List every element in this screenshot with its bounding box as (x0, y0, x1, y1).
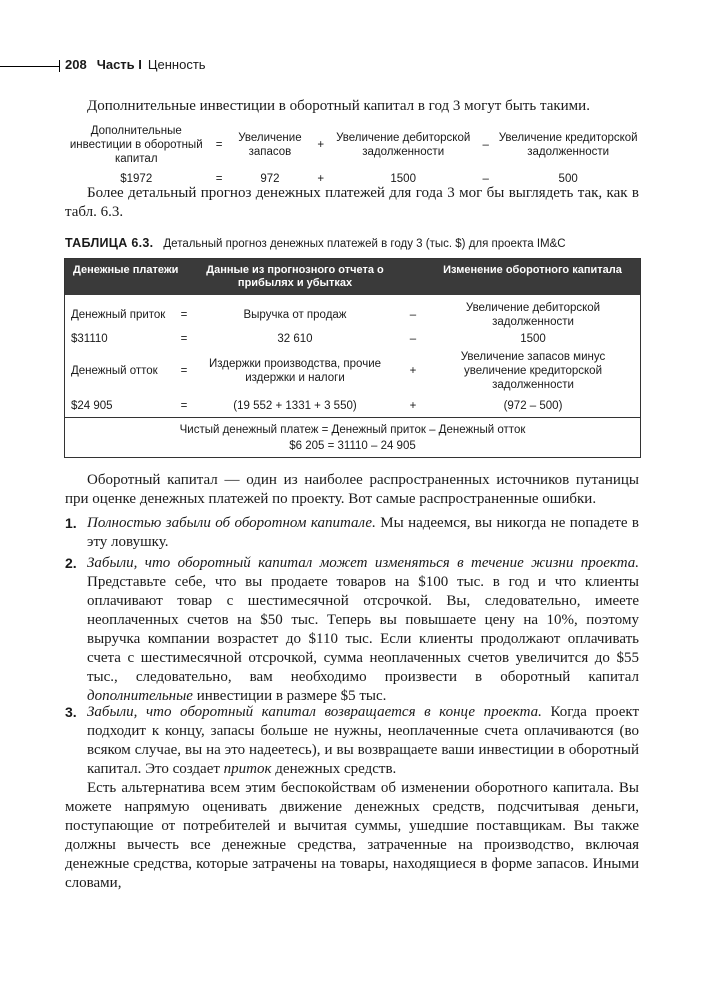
list-item (65, 703, 639, 779)
cell-working-capital: Увеличение запасов минус увеличение кредиторской задолженности (460, 351, 606, 391)
formula-term: Увеличение запасов (238, 132, 302, 158)
cell-operator: = (180, 333, 188, 345)
formula-table (62, 124, 642, 186)
formula-block (62, 124, 642, 186)
list-emphasis: Забыли, что оборотный капитал может изменяться в течение жизни проекта. (87, 555, 639, 571)
formula-operator: – (482, 173, 489, 185)
list-body: Когда проект подходит к концу, запасы больше не нужны, неоплаченные счета оплачиваются (во всяком случае, вы на это надеетесь), и вы возвращаете ваши инвестиции в оборотный капитал. Это создает (87, 704, 639, 777)
list-emphasis: Полностью забыли об оборотном капитале. (87, 515, 376, 531)
list-emphasis: приток (223, 761, 272, 777)
table-header (65, 259, 640, 295)
header-cash-flows: Денежные платежи (73, 264, 179, 276)
cell-working-capital: 1500 (520, 333, 546, 345)
paragraph-alternative: Есть альтернатива всем этим беспокойствам об изменении оборотного капитала. Вы можете напрямую оценивать движение денежных средств, подсчитывая деньги, поступающие от потребителей и вычитая суммы, ушедшие поставщикам. Вы также должны вычесть все денежные средства, затраченные на производство, включая денежные средства, которые затрачены на товары, находящиеся в форме запасов. Иными словами, (65, 780, 639, 891)
table-label: ТАБЛИЦА 6.3. (65, 236, 154, 250)
net-cash-flow-values: $6 205 = 31110 – 24 905 (289, 440, 416, 452)
list-emphasis: Забыли, что оборотный капитал возвращается в конце проекта. (87, 704, 542, 720)
table-footer (65, 417, 640, 457)
cell-income: Издержки производства, прочие издержки и налоги (208, 358, 382, 384)
formula-operator: = (215, 139, 223, 151)
part-label: Часть I (96, 57, 142, 72)
list-body: Мы надеемся, вы никогда не попадете в эту ловушку. (87, 515, 640, 550)
header-rule (0, 66, 60, 67)
net-cash-flow-formula: Чистый денежный платеж = Денежный приток – Денежный отток (179, 424, 526, 436)
page-number: 208 (65, 57, 87, 72)
formula-value: 500 (558, 173, 578, 185)
table-title: Детальный прогноз денежных платежей в году 3 (тыс. $) для проекта IM&C (163, 238, 566, 250)
formula-operator: = (215, 173, 223, 185)
formula-term: Увеличение кредиторской задолженности (498, 132, 638, 158)
table-row (65, 299, 640, 331)
list-text (87, 554, 639, 706)
list-item (65, 514, 639, 552)
cell-operator: – (409, 333, 417, 345)
formula-operator: + (317, 139, 325, 151)
list-text (87, 514, 639, 552)
list-number: 3. (65, 704, 77, 720)
running-header (0, 55, 703, 77)
table-row (65, 349, 640, 397)
list-body: инвестиции в размере $5 тыс. (192, 688, 387, 704)
formula-operator: + (317, 173, 325, 185)
header-rule-tick (59, 60, 60, 72)
cell-label: $31110 (71, 333, 108, 345)
list-item (65, 554, 639, 706)
cell-working-capital: (972 – 500) (503, 400, 563, 412)
cell-operator: = (180, 400, 188, 412)
cash-flow-table (64, 258, 641, 458)
list-number: 1. (65, 515, 77, 531)
table-row (65, 397, 640, 417)
list-emphasis: дополнительные (87, 688, 193, 704)
header-income-statement: Данные из прогнозного отчета о прибылях и убытках (206, 264, 384, 289)
formula-term: Дополнительные инвестиции в оборотный капитал (69, 125, 203, 165)
table-body (65, 295, 640, 417)
header-working-capital: Изменение оборотного капитала (443, 264, 622, 276)
formula-value: 1500 (390, 173, 416, 185)
formula-value: 972 (260, 173, 280, 185)
list-body: денежных средств. (271, 761, 397, 777)
intro-paragraph: Дополнительные инвестиции в оборотный капитал в год 3 могут быть такими. (87, 98, 590, 114)
cell-operator: = (180, 365, 188, 377)
paragraph-table-ref: Более детальный прогноз денежных платежей для года 3 мог бы выглядеть так, как в табл. 6.3. (65, 185, 639, 220)
formula-term: Увеличение дебиторской задолженности (336, 132, 471, 158)
cell-label: Денежный отток (71, 365, 158, 377)
cell-income: Выручка от продаж (243, 309, 347, 321)
cell-label: Денежный приток (71, 309, 166, 321)
list-number: 2. (65, 555, 77, 571)
paragraph-working-capital: Оборотный капитал — один из наиболее распространенных источников путаницы при оценке денежных платежей по проекту. Вот самые распространенные ошибки. (65, 472, 639, 507)
cell-operator: – (409, 309, 417, 321)
part-title: Ценность (147, 57, 206, 72)
cell-operator: + (409, 365, 417, 377)
formula-value: $1972 (120, 173, 153, 185)
header-text (65, 57, 206, 72)
formula-operator: – (482, 139, 489, 151)
list-text (87, 703, 639, 779)
table-caption (65, 236, 566, 250)
table-row (65, 331, 640, 349)
cell-label: $24 905 (71, 400, 113, 412)
cell-working-capital: Увеличение дебиторской задолженности (465, 302, 601, 328)
cell-operator: + (409, 400, 417, 412)
list-body: Представьте себе, что вы продаете товаров на $100 тыс. в год и что клиенты оплачивают товар с шестимесячной отсрочкой. Вы, следовательно, имеете неоплаченных счетов на $50 тыс. Теперь вы повышаете цену на 10%, поэтому выручка компании возрастет до $110 тыс. Если клиенты продолжают оплачивать счета с шестимесячной отсрочкой, сумма неоплаченных счетов увеличится до $55 тыс., следовательно, вам необходимо произвести в оборотный капитал (87, 574, 639, 685)
cell-income: (19 552 + 1331 + 3 550) (233, 400, 357, 412)
cell-operator: = (180, 309, 188, 321)
cell-income: 32 610 (277, 333, 313, 345)
